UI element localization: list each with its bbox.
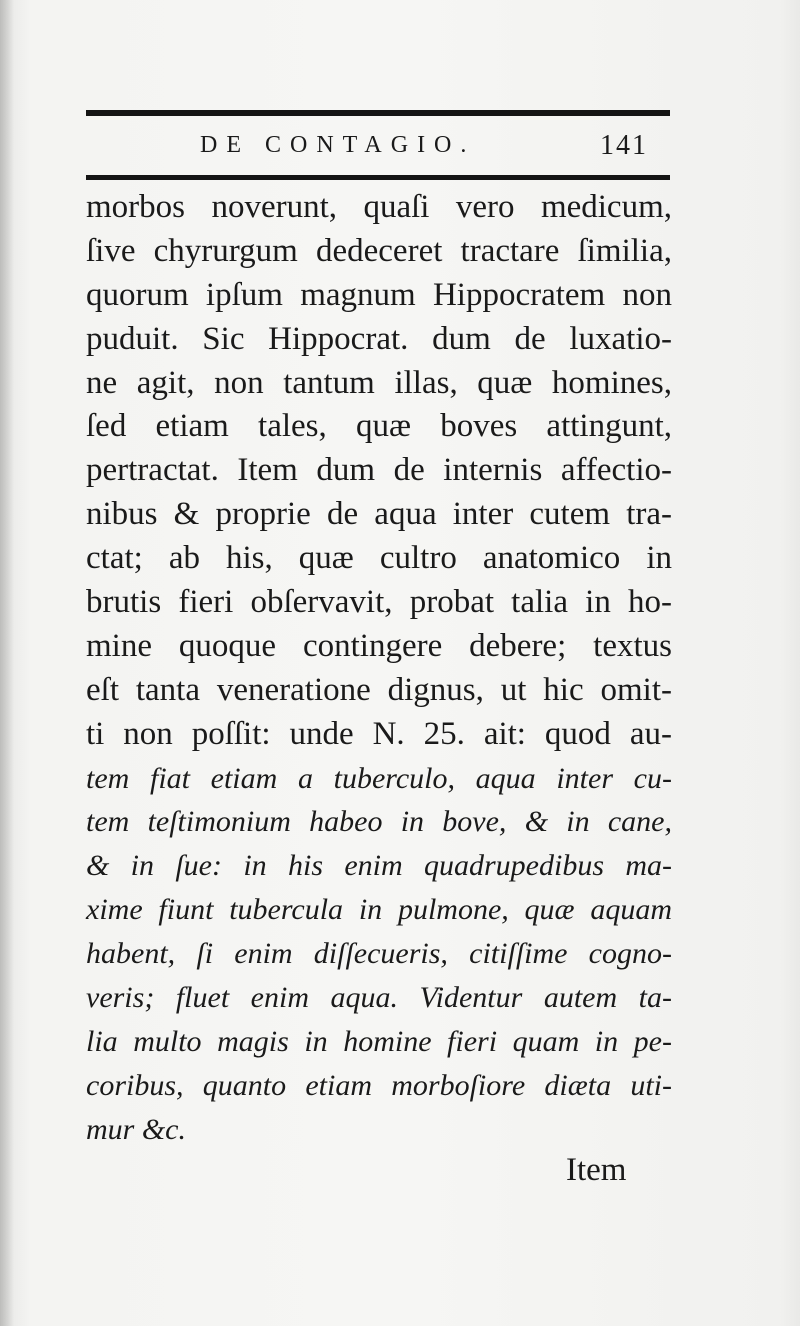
gutter-shadow <box>0 0 14 1326</box>
italic-quote-line: tem fiat etiam a tuberculo, aqua inter cu- <box>86 761 672 795</box>
catchword: Item <box>566 1152 627 1188</box>
text-line: ne agit, non tantum illas, quæ homines, <box>86 364 672 401</box>
text-line: ctat; ab his, quæ cultro anatomico in <box>86 540 672 577</box>
running-head-title: DE CONTAGIO. <box>200 132 476 158</box>
page-number: 141 <box>600 130 648 161</box>
text-line: brutis fieri obſervavit, probat talia in ho- <box>86 584 672 621</box>
body-text <box>86 186 672 1152</box>
italic-quote-line: habent, ſi enim diſſecueris, citiſſime cogno- <box>86 937 672 971</box>
italic-quote-line: tem teſtimonium habeo in bove, & in cane, <box>86 805 672 839</box>
italic-quote-line: xime fiunt tubercula in pulmone, quæ aquam <box>86 893 672 927</box>
text-line: morbos noverunt, quaſi vero medicum, <box>86 189 672 225</box>
text-line: eſt tanta veneratione dignus, ut hic omit- <box>86 671 672 708</box>
italic-quote-line: coribus, quanto etiam morboſiore diæta uti- <box>86 1068 672 1102</box>
header-rule-bottom <box>86 175 670 180</box>
text-line: pertractat. Item dum de internis affectio- <box>86 452 672 489</box>
header-rule-top <box>86 110 670 116</box>
text-line: mine quoque contingere debere; textus <box>86 627 672 664</box>
text-line: quorum ipſum magnum Hippocratem non <box>86 276 672 313</box>
italic-quote-line: mur &c. <box>86 1112 186 1146</box>
text-line: nibus & proprie de aqua inter cutem tra- <box>86 496 672 533</box>
text-line: puduit. Sic Hippocrat. dum de luxatio- <box>86 320 672 357</box>
text-line: ti non poſſit: unde N. 25. ait: quod au- <box>86 715 672 752</box>
italic-quote-line: & in ſue: in his enim quadrupedibus ma- <box>86 849 672 883</box>
italic-quote-line: lia multo magis in homine fieri quam in pe- <box>86 1024 672 1058</box>
text-line: ſed etiam tales, quæ boves attingunt, <box>86 408 672 445</box>
italic-quote-line: veris; fluet enim aqua. Videntur autem ta- <box>86 981 672 1015</box>
running-head <box>86 128 670 168</box>
text-line: ſive chyrurgum dedeceret tractare ſimilia, <box>86 232 672 269</box>
